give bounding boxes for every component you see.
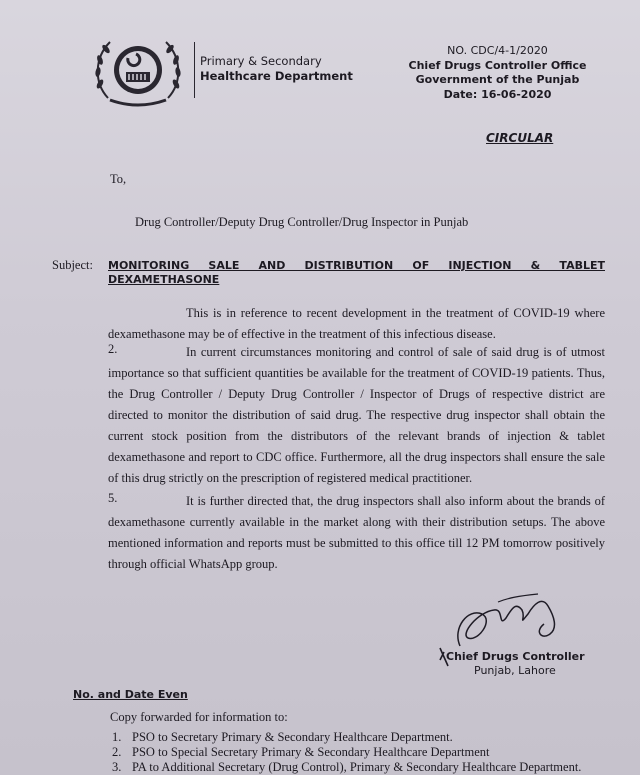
paragraph-1: This is in reference to recent development in the treatment of COVID-19 where dexamethasone may be of effective in the treatment of this infectious disease. [108,306,605,341]
paragraph-2-number: 2. [108,342,118,356]
addressee: Drug Controller/Deputy Drug Controller/Drug Inspector in Punjab [135,215,469,229]
subject-line-1: MONITORING SALE AND DISTRIBUTION OF INJECTION & TABLET [108,259,605,272]
signatory-place: Punjab, Lahore [474,664,556,677]
list-item [112,760,581,775]
reference-number: NO. CDC/4-1/2020 [447,44,548,57]
list-item-text: PA to Additional Secretary (Drug Control), Primary & Secondary Healthcare Department. [132,760,582,774]
punjab-government-emblem-icon [88,28,188,110]
department-name [200,54,353,84]
office-line-1: Chief Drugs Controller Office [408,58,587,72]
circular-heading: CIRCULAR [486,131,554,145]
document-date: Date: 16-06-2020 [443,87,552,101]
paragraph-3-number: 5. [108,491,118,505]
to-label: To, [110,172,127,186]
list-item [112,745,581,760]
copy-forwarded-label: Copy forwarded for information to: [110,710,288,724]
copy-recipients-list [112,730,581,775]
list-item-number: 3. [112,760,122,774]
office-line-2: Government of the Punjab [415,73,580,86]
list-item-text: PSO to Special Secretary Primary & Secondary Healthcare Department [132,745,490,759]
signatory-title: Chief Drugs Controller [446,650,585,663]
list-item-number: 1. [112,730,122,744]
office-block [400,44,595,102]
list-item [112,730,581,745]
dept-line-2: Healthcare Department [200,69,353,83]
list-item-text: PSO to Secretary Primary & Secondary Healthcare Department. [132,730,453,744]
paragraph-2: In current circumstances monitoring and control of sale of said drug is of utmost importance so that sufficient quantities be available for the treatment of COVID-19 patients. Thus, the Drug Controller / Deputy Drug Controller / Inspector of Drugs of respective district are directed to monitor the distribution of said drug. The respective drug inspector shall obtain the current stock position from the distributors of the relevant brands of injection & tablet dexamethasone and report to CDC office. Furthermore, all the drug inspectors shall ensure the sale of this drug strictly on the prescription of registered medical practitioner. [108,345,605,485]
list-item-number: 2. [112,745,122,759]
subject-label: Subject: [52,258,93,272]
no-and-date-label: No. and Date Even [73,688,188,701]
subject-line-2: DEXAMETHASONE [108,273,220,286]
paragraph-3: It is further directed that, the drug inspectors shall also inform about the brands of dexamethasone currently available in the market along with their distribution setups. The above mentioned information and reports must be submitted to this office till 12 PM tomorrow positively through official WhatsApp group. [108,494,605,571]
header-divider [194,42,195,98]
dept-line-1: Primary & Secondary [200,54,322,68]
